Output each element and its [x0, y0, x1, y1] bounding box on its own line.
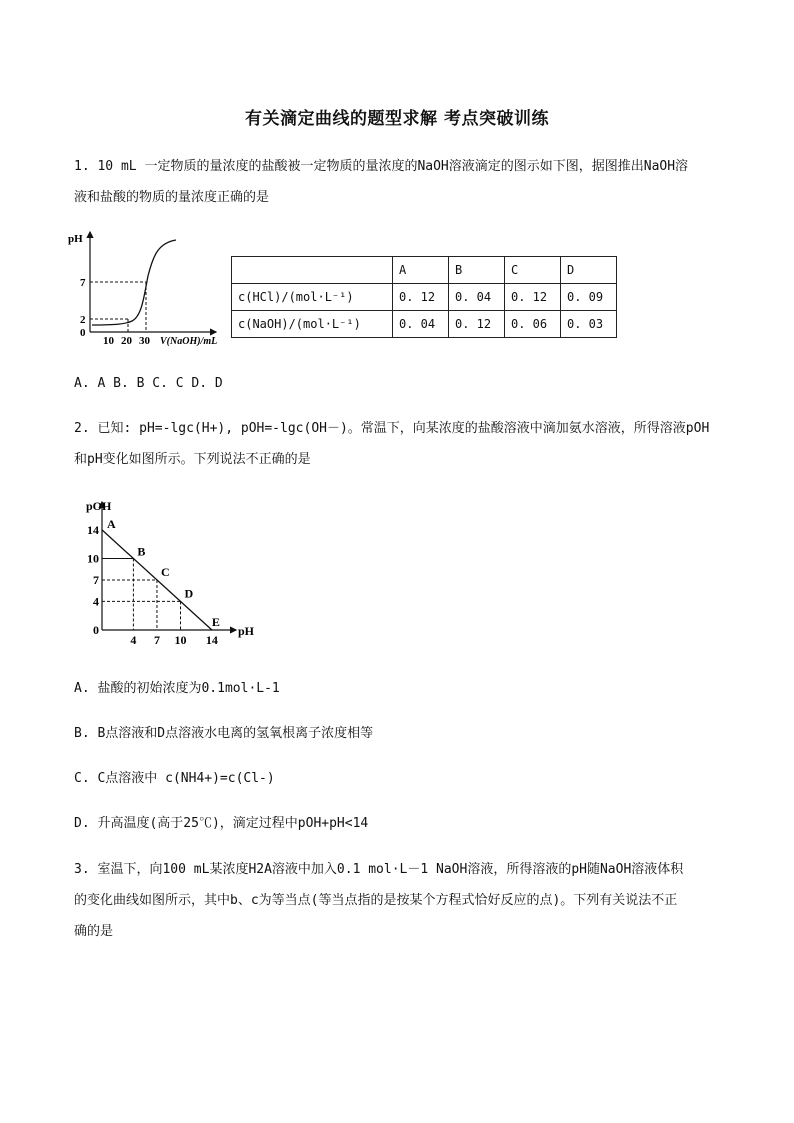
table-cell: C — [505, 257, 561, 284]
table-cell: 0. 04 — [449, 284, 505, 311]
table-row — [232, 311, 617, 338]
table-cell: 0. 06 — [505, 311, 561, 338]
table-cell: 0. 12 — [449, 311, 505, 338]
q1-xtick-30: 30 — [139, 335, 150, 347]
q2-point-label-c: C — [160, 564, 170, 579]
q2-text-line1: 2. 已知: pH=-lgc(H+), pOH=-lgc(OH－)。常温下，向某浓度的盐酸溶液中滴加氨水溶液，所得溶液pOH — [74, 421, 710, 436]
q1-titration-chart — [66, 226, 232, 350]
q1-x-label: V(NaOH)/mL — [160, 336, 218, 347]
q2-point-label-b: B — [137, 544, 146, 559]
q2-ytick-7: 7 — [93, 572, 99, 587]
q2-y-label: pOH — [86, 499, 112, 513]
table-cell: B — [449, 257, 505, 284]
q2-option-c: C. C点溶液中 c(NH4+)=c(Cl-) — [74, 771, 275, 786]
table-row — [232, 284, 617, 311]
q2-ytick-14: 14 — [87, 522, 99, 537]
table-cell: A — [393, 257, 449, 284]
q3-text-line3: 确的是 — [74, 924, 114, 939]
table-cell — [232, 257, 393, 284]
q2-xtick-10: 10 — [174, 633, 187, 647]
q1-origin-label: 0 — [80, 327, 86, 339]
table-cell: 0. 12 — [505, 284, 561, 311]
table-cell: 0. 09 — [561, 284, 617, 311]
table-cell: c(HCl)/(mol·L⁻¹) — [232, 284, 393, 311]
table-header-row — [232, 257, 617, 284]
q1-xtick-10: 10 — [103, 335, 114, 347]
q2-text-line2: 和pH变化如图所示。下列说法不正确的是 — [74, 452, 311, 467]
q2-ytick-10: 10 — [87, 551, 99, 566]
q1-ytick-2: 2 — [80, 314, 86, 326]
q2-ytick-0: 0 — [93, 623, 99, 637]
q1-ytick-7: 7 — [80, 277, 86, 289]
table-cell: c(NaOH)/(mol·L⁻¹) — [232, 311, 393, 338]
q1-text-line2: 液和盐酸的物质的量浓度正确的是 — [74, 190, 270, 205]
q1-text-line1: 1. 10 mL 一定物质的量浓度的盐酸被一定物质的量浓度的NaOH溶液滴定的图示如下图，据图推出NaOH溶 — [74, 159, 689, 174]
q2-poh-ph-chart — [80, 494, 270, 654]
q2-x-label: pH — [238, 624, 255, 638]
q2-option-b: B. B点溶液和D点溶液水电离的氢氧根离子浓度相等 — [74, 726, 374, 741]
q2-option-d: D. 升高温度(高于25℃)，滴定过程中pOH+pH<14 — [74, 816, 369, 831]
q1-options: A. A B. B C. C D. D — [74, 376, 223, 391]
table-cell: 0. 12 — [393, 284, 449, 311]
q2-point-label-e: E — [211, 615, 220, 629]
q2-xtick-14: 14 — [205, 633, 218, 647]
q3-text-line2: 的变化曲线如图所示，其中b、c为等当点(等当点指的是按某个方程式恰好反应的点)。下列有关说法不正 — [74, 893, 678, 908]
table-cell: D — [561, 257, 617, 284]
q2-point-label-a: A — [107, 516, 116, 531]
q2-ytick-4: 4 — [93, 594, 99, 609]
q1-answer-table — [231, 256, 617, 338]
q2-xtick-4: 4 — [130, 633, 137, 647]
q2-xtick-7: 7 — [153, 633, 160, 647]
q1-y-label: pH — [68, 233, 83, 245]
table-cell: 0. 04 — [393, 311, 449, 338]
q3-text-line1: 3. 室温下，向100 mL某浓度H2A溶液中加入0.1 mol·L－1 NaOH溶液，所得溶液的pH随NaOH溶液体积 — [74, 862, 684, 877]
q2-point-label-d: D — [184, 586, 194, 601]
q1-titration-curve — [92, 240, 176, 325]
page-title: 有关滴定曲线的题型求解 考点突破训练 — [245, 109, 549, 129]
table-cell: 0. 03 — [561, 311, 617, 338]
q2-option-a: A. 盐酸的初始浓度为0.1mol·L-1 — [74, 681, 280, 696]
q1-xtick-20: 20 — [121, 335, 132, 347]
